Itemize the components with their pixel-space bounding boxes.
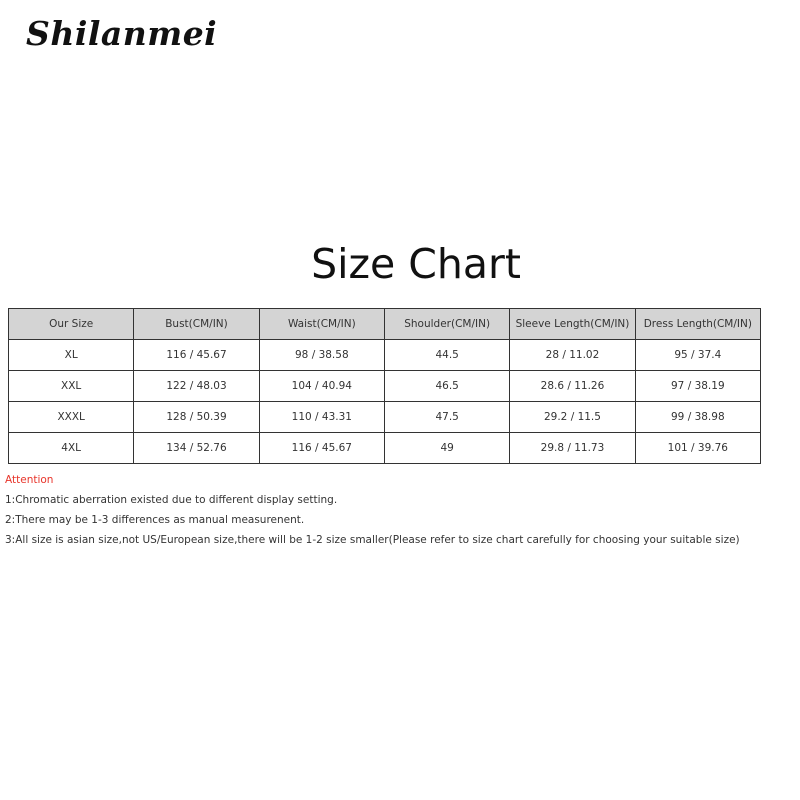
table-cell: 49 [384,433,509,464]
attention-label: Attention [5,474,54,486]
note-line-1: 1:Chromatic aberration existed due to different display setting. [5,494,338,506]
table-cell: 44.5 [384,340,509,371]
note-line-3: 3:All size is asian size,not US/European size,there will be 1-2 size smaller(Please refer to size chart carefully for choosing your suitable size) [5,534,740,546]
notes-section [5,473,740,553]
table-cell: 116 / 45.67 [259,433,384,464]
table-cell: 47.5 [384,402,509,433]
table-cell: 29.8 / 11.73 [510,433,635,464]
table-cell: XXL [9,371,134,402]
table-cell: 101 / 39.76 [635,433,760,464]
column-header-shoulder: Shoulder(CM/IN) [384,309,509,340]
column-header-size: Our Size [9,309,134,340]
table-cell: 28.6 / 11.26 [510,371,635,402]
table-cell: 98 / 38.58 [259,340,384,371]
table-row [9,402,761,433]
table-cell: 29.2 / 11.5 [510,402,635,433]
table-cell: 134 / 52.76 [134,433,259,464]
table-cell: 28 / 11.02 [510,340,635,371]
table-row [9,433,761,464]
table-cell: 99 / 38.98 [635,402,760,433]
brand-logo: Shilanmei [26,14,218,53]
table-cell: 110 / 43.31 [259,402,384,433]
table-cell: 97 / 38.19 [635,371,760,402]
table-cell: 95 / 37.4 [635,340,760,371]
table-cell: 4XL [9,433,134,464]
table-cell: 128 / 50.39 [134,402,259,433]
column-header-sleeve-length: Sleeve Length(CM/IN) [510,309,635,340]
table-cell: 104 / 40.94 [259,371,384,402]
table-header-row [9,309,761,340]
table-cell: XXXL [9,402,134,433]
page-title: Size Chart [311,240,521,288]
column-header-waist: Waist(CM/IN) [259,309,384,340]
size-table [8,308,761,464]
table-row [9,340,761,371]
note-line-2: 2:There may be 1-3 differences as manual measurenent. [5,514,305,526]
table-cell: XL [9,340,134,371]
column-header-dress-length: Dress Length(CM/IN) [635,309,760,340]
table-cell: 116 / 45.67 [134,340,259,371]
table-cell: 46.5 [384,371,509,402]
table-row [9,371,761,402]
table-cell: 122 / 48.03 [134,371,259,402]
column-header-bust: Bust(CM/IN) [134,309,259,340]
